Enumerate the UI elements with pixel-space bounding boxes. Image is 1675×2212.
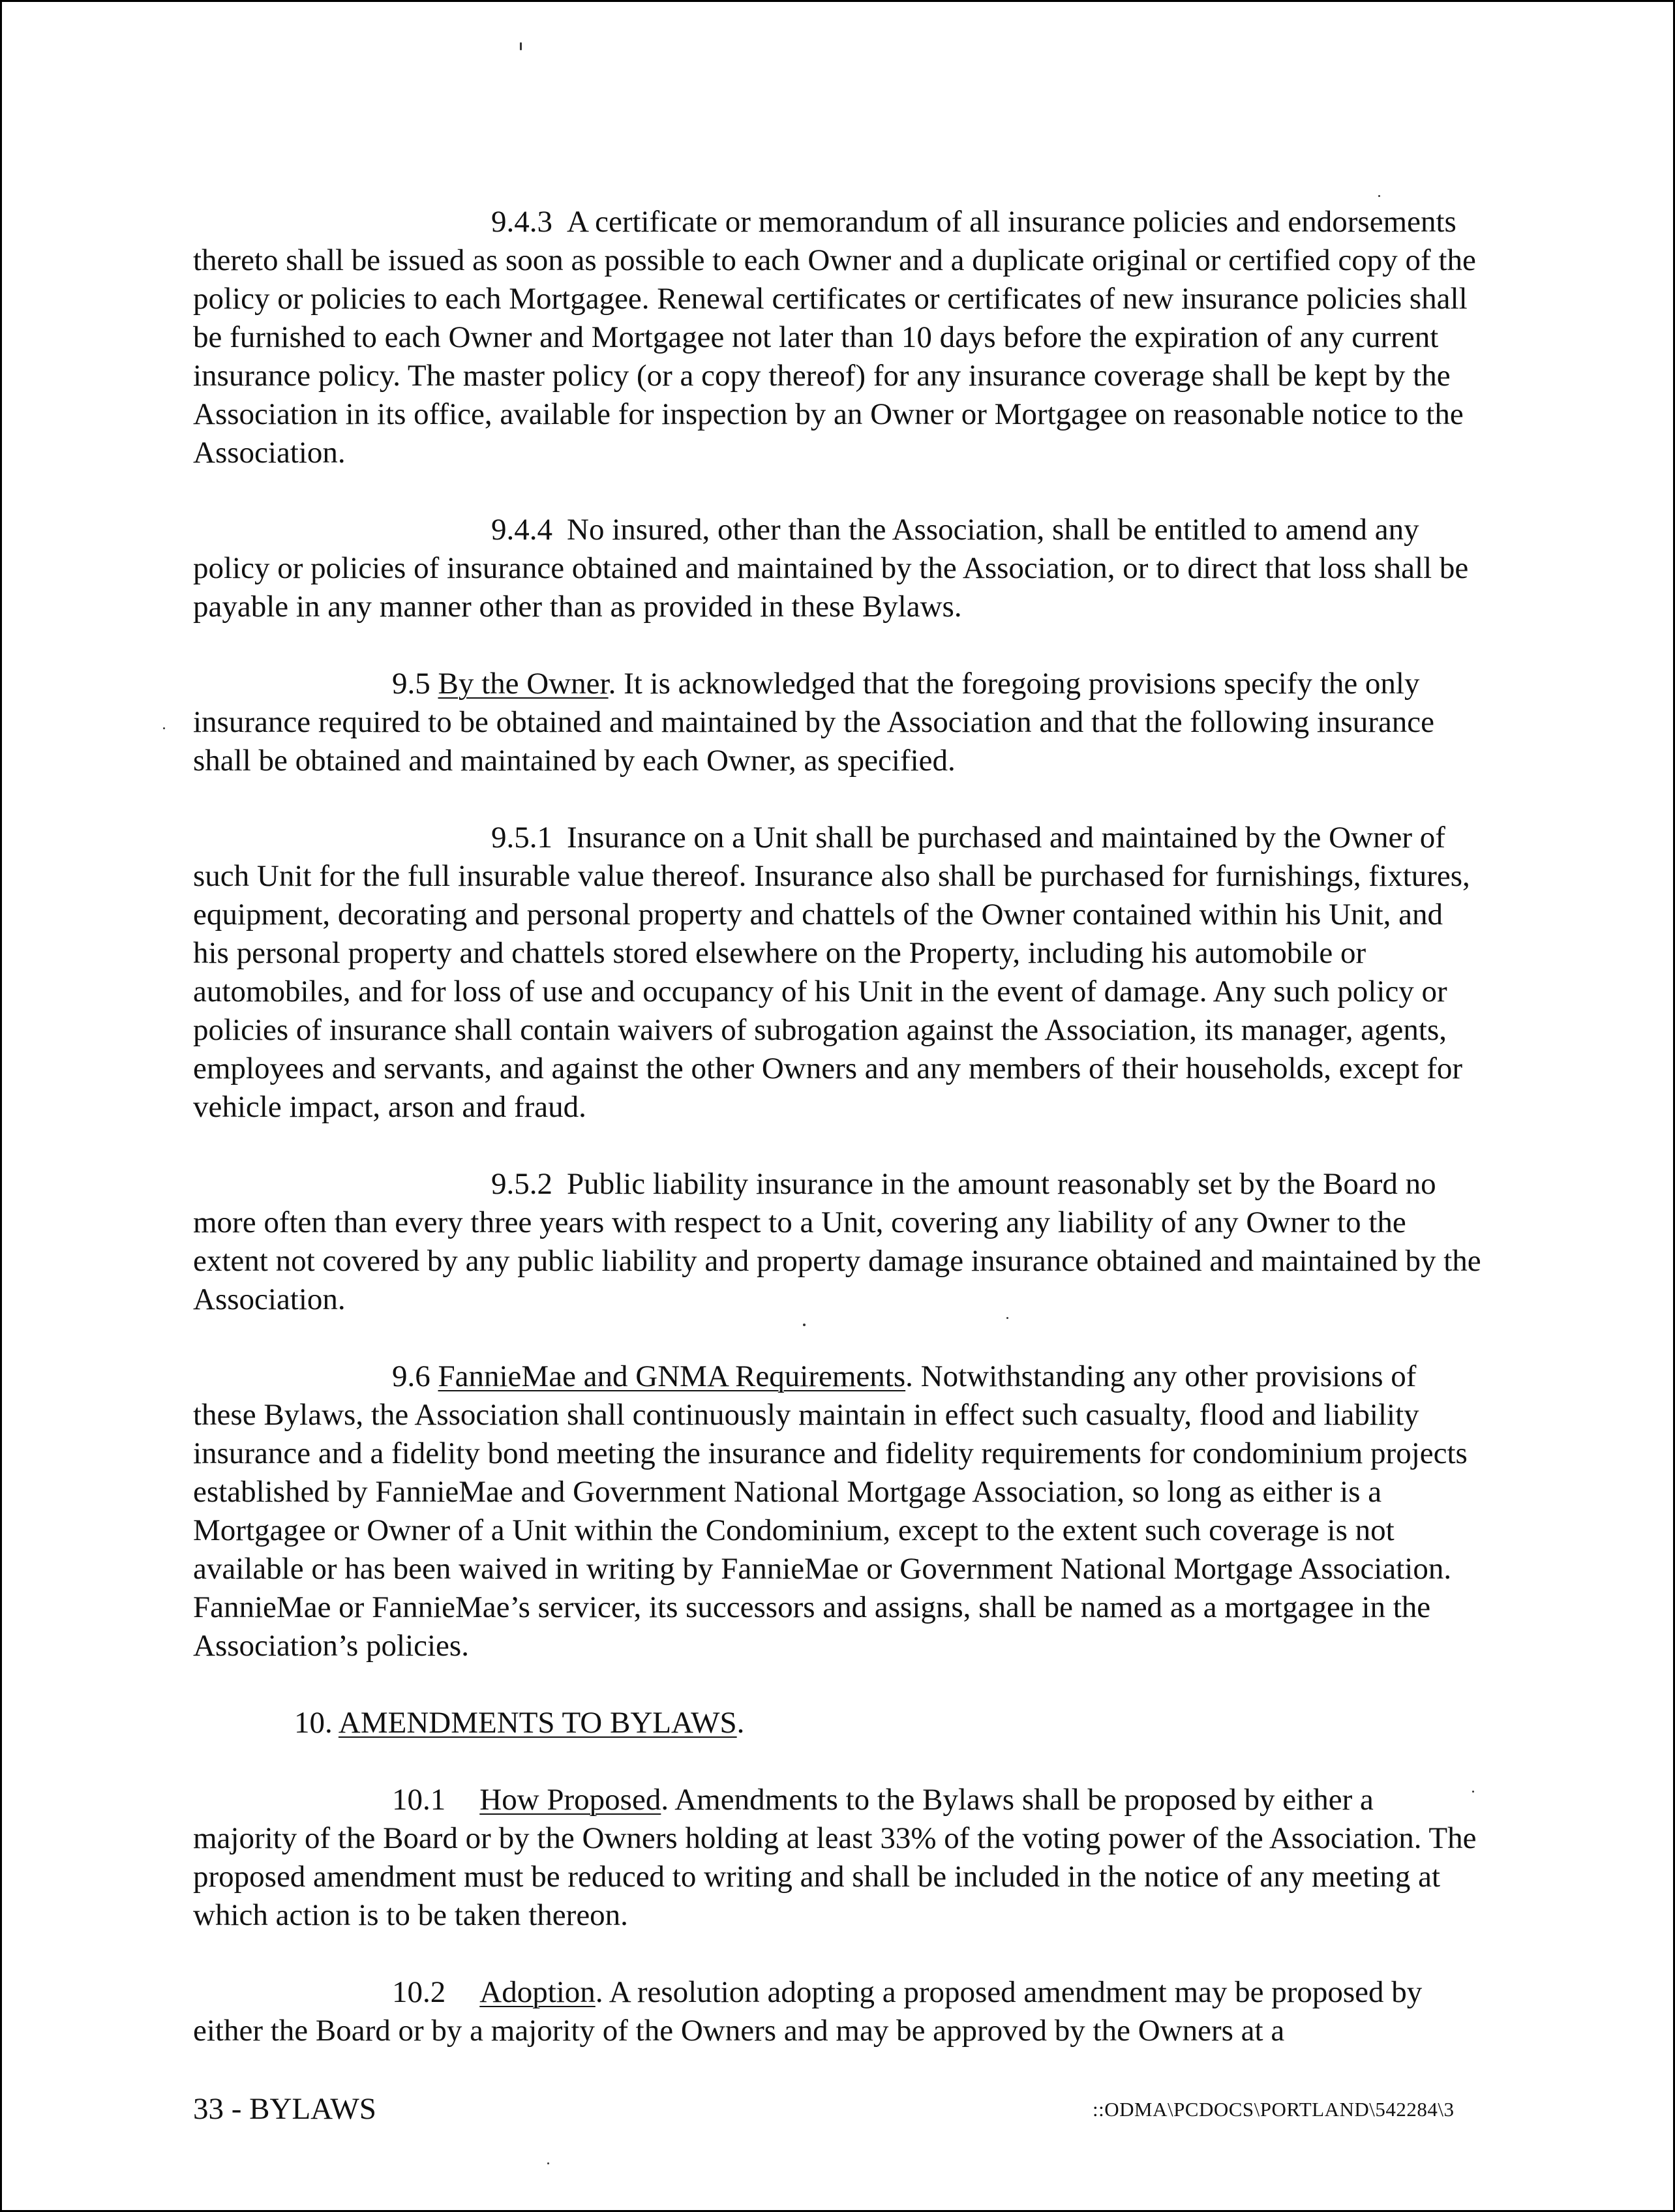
scan-speck	[1006, 1317, 1008, 1319]
section-heading: How Proposed	[479, 1783, 661, 1817]
section-heading: By the Owner	[438, 667, 609, 701]
scan-speck	[1378, 195, 1380, 197]
paragraph-text: A certificate or memorandum of all insurance policies and endorsements thereto shall be issued as soon as possible to each Owner and a duplicate original or certified copy of the policy or policies to each Mortgagee. Renewal certificates or certificates of new insurance policies shall be furnished to each Owner and Mortgagee not later than 10 days before the expiration of any current insurance policy. The master policy (or a copy thereof) for any insurance coverage shall be kept by the Association in its office, available for inspection by an Owner or Mortgagee on reasonable notice to the Association.	[193, 205, 1476, 470]
scan-speck	[163, 727, 165, 729]
paragraph-9-5	[193, 665, 1481, 780]
section-heading: Adoption	[479, 1975, 596, 2009]
paragraph-text: Insurance on a Unit shall be purchased and maintained by the Owner of such Unit for the full insurable value thereof. Insurance also shall be purchased for furnishings, fixtures, equipment, decorating and personal property and chattels of the Owner contained within his Unit, and his personal property and chattels stored elsewhere on the Property, including his automobile or automobiles, and for loss of use and occupancy of his Unit in the event of damage. Any such policy or policies of insurance shall contain waivers of subrogation against the Association, its manager, agents, employees and servants, and against the other Owners and any members of their households, except for vehicle impact, arson and fraud.	[193, 821, 1470, 1124]
paragraph-text: . Amendments to the Bylaws shall be proposed by either a majority of the Board or by the Owners holding at least 33% of the voting power of the Association. The proposed amendment must be reduced to writing and shall be included in the notice of any meeting at which action is to be taken thereon.	[193, 1783, 1477, 1932]
paragraph-9-5-1	[193, 819, 1481, 1127]
section-number: 9.5	[392, 667, 430, 701]
paragraph-10-1	[193, 1781, 1481, 1935]
paragraph-text: No insured, other than the Association, shall be entitled to amend any policy or policies of insurance obtained and maintained by the Association, or to direct that loss shall be payable in any manner other than as provided in these Bylaws.	[193, 513, 1469, 624]
section-number: 10.	[294, 1706, 333, 1740]
paragraph-text: .	[736, 1706, 745, 1740]
section-number: 10.2	[392, 1975, 446, 2009]
paragraph-text: Public liability insurance in the amount reasonably set by the Board no more often than every three years with respect to a Unit, covering any liability of any Owner to the extent not covered by any public liability and property damage insurance obtained and maintained by the Association.	[193, 1167, 1481, 1316]
paragraph-10	[193, 1704, 1481, 1742]
section-heading: FannieMae and GNMA Requirements	[438, 1359, 906, 1393]
section-number: 9.4.4	[491, 513, 552, 547]
section-number: 9.5.1	[491, 821, 552, 855]
paragraph-9-6	[193, 1357, 1481, 1665]
footer-doc-path: ::ODMA\PCDOCS\PORTLAND\542284\3	[1093, 2098, 1455, 2121]
footer-page-label: 33 - BYLAWS	[193, 2092, 376, 2126]
paragraph-text: . It is acknowledged that the foregoing provisions specify the only insurance required to be obtained and maintained by the Association and that the following insurance shall be obtained and maintained by each Owner, as specified.	[193, 667, 1434, 778]
scan-speck	[520, 42, 522, 50]
section-number: 9.6	[392, 1359, 430, 1393]
section-heading: AMENDMENTS TO BYLAWS	[338, 1706, 737, 1740]
section-number: 9.4.3	[491, 205, 552, 239]
paragraph-9-5-2	[193, 1165, 1481, 1319]
paragraph-9-4-3	[193, 203, 1481, 472]
paragraph-9-4-4	[193, 511, 1481, 626]
paragraph-text: . Notwithstanding any other provisions of these Bylaws, the Association shall continuously maintain in effect such casualty, flood and liability insurance and a fidelity bond meeting the insurance and fidelity requirements for condominium projects established by FannieMae and Government National Mortgage Association, so long as either is a Mortgagee or Owner of a Unit within the Condominium, except to the extent such coverage is not available or has been waived in writing by FannieMae or Government National Mortgage Association. FannieMae or FannieMae’s servicer, its successors and assigns, shall be named as a mortgagee in the Association’s policies.	[193, 1359, 1468, 1663]
scan-speck	[547, 2162, 549, 2164]
document-body	[193, 203, 1481, 2089]
section-number: 9.5.2	[491, 1167, 552, 1201]
paragraph-text: . A resolution adopting a proposed amendment may be proposed by either the Board or by a majority of the Owners and may be approved by the Owners at a	[193, 1975, 1423, 2048]
scan-speck	[803, 1324, 806, 1326]
paragraph-10-2	[193, 1973, 1481, 2050]
section-number: 10.1	[392, 1783, 446, 1817]
scan-speck	[1472, 1791, 1474, 1793]
